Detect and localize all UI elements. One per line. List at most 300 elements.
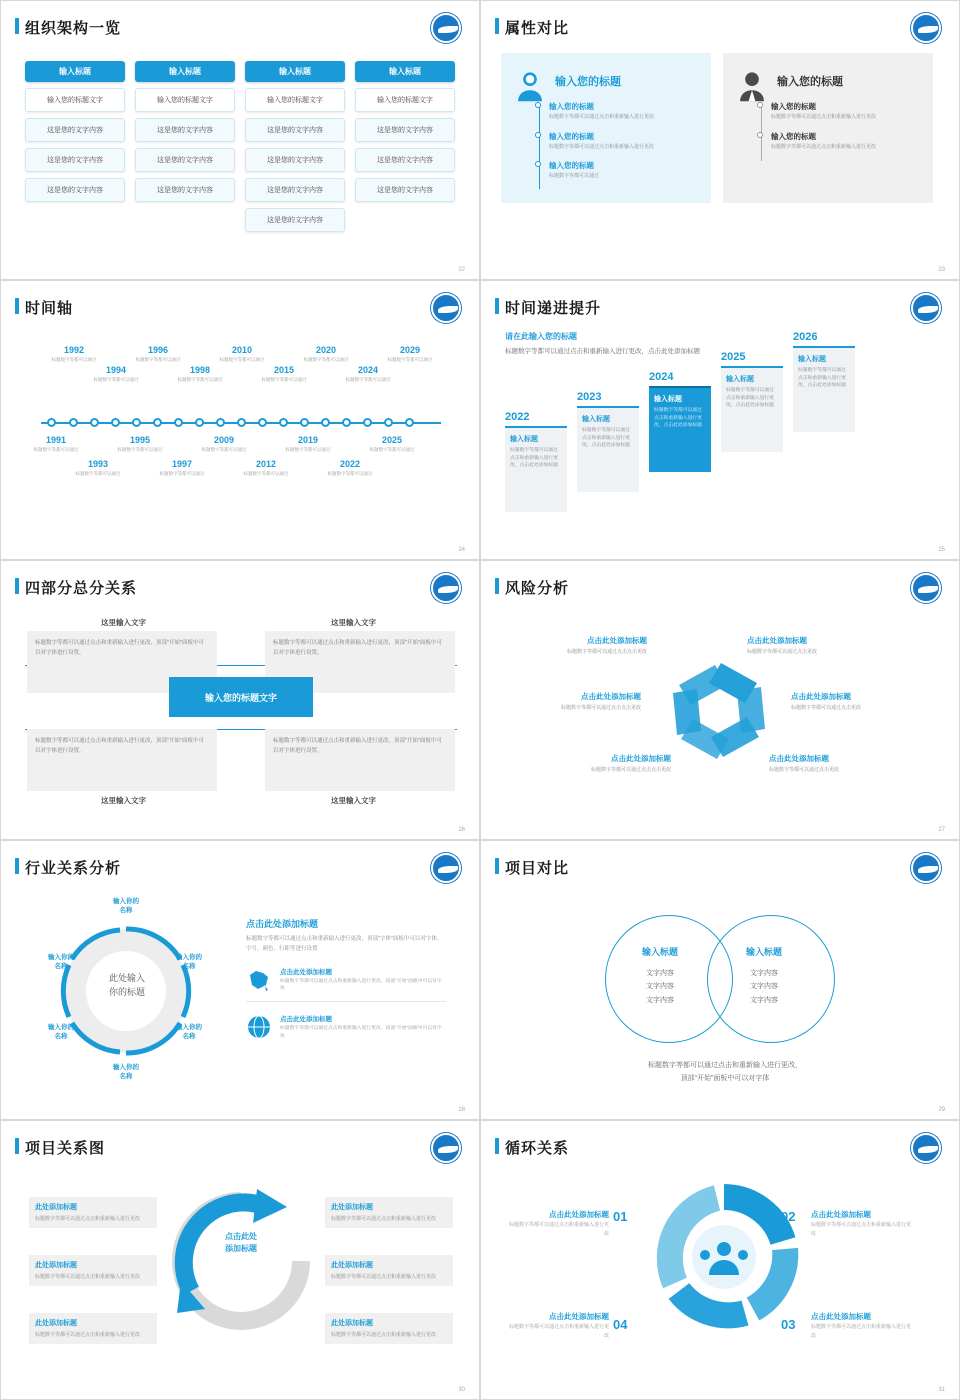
year-desc: 标题数字等都可以通过 [387, 357, 433, 362]
timeline [31, 337, 451, 517]
timeline-node[interactable] [153, 418, 162, 427]
step-title: 输入标题 [654, 396, 682, 403]
page-number: 31 [938, 1387, 945, 1393]
year-desc: 标题数字等都可以通过 [345, 377, 391, 382]
segment-number: 03 [781, 1317, 796, 1332]
slide-29[interactable] [480, 840, 960, 1120]
title-accent-bar [15, 298, 19, 314]
column-cell[interactable]: 这是您的文字内容 [25, 118, 125, 142]
venn-right-title: 输入标题 [745, 947, 782, 957]
column-cell[interactable]: 输入您的标题文字 [25, 88, 125, 112]
item-desc: 标题数字等都可以通过点击和重新输入进行更改 [549, 143, 655, 150]
relation-item[interactable] [325, 1313, 453, 1344]
relation-item[interactable] [325, 1197, 453, 1228]
year-label: 1993 [87, 459, 109, 469]
risk-label[interactable] [791, 691, 911, 713]
page-number: 22 [458, 267, 465, 273]
timeline-node[interactable] [363, 418, 372, 427]
column-header[interactable]: 输入标题 [245, 61, 345, 82]
step-box[interactable] [793, 346, 855, 432]
brand-logo-icon [911, 1133, 941, 1163]
footer-note: 标题数字等都可以通过点击和重新输入进行更改， 顶部“开始”面板中可以对字体 [648, 1062, 802, 1083]
year-label: 1991 [45, 435, 67, 445]
slide-23[interactable] [480, 0, 960, 280]
segment-title[interactable]: 点击此处添加标题 [811, 1312, 871, 1321]
title-accent-bar [15, 1138, 19, 1154]
timeline-node[interactable] [258, 418, 267, 427]
item-title: 此处添加标题 [35, 1320, 77, 1327]
column-cell[interactable]: 这是您的文字内容 [245, 118, 345, 142]
list-item[interactable] [549, 131, 654, 152]
segment-number: 04 [613, 1317, 628, 1332]
timeline-node[interactable] [342, 418, 351, 427]
year-label: 2022 [339, 459, 361, 469]
item-title: 输入您的标题 [549, 131, 594, 141]
hexagon-node[interactable]: 输入你的 名称 [48, 954, 74, 971]
column-header[interactable]: 输入标题 [25, 61, 125, 82]
step-box[interactable] [505, 426, 567, 512]
detail-row[interactable] [246, 967, 446, 1002]
step-desc: 标题数字等都可以通过点击和重新输入进行更改，点击此处添加标题 [654, 408, 702, 429]
step-desc: 标题数字等都可以通过点击和重新输入进行更改，点击此处添加标题 [510, 448, 558, 469]
column-cell[interactable]: 这是您的文字内容 [245, 178, 345, 202]
year-label: 2009 [213, 435, 235, 445]
step-title: 输入标题 [726, 376, 754, 383]
column-cell[interactable]: 这是您的文字内容 [245, 208, 345, 232]
column-cell[interactable]: 这是您的文字内容 [355, 148, 455, 172]
page-number: 28 [458, 1107, 465, 1113]
label-desc: 标题数字等都可以通过点击更改 [791, 705, 862, 711]
quadrant-text: 标题数字等都可以通过点击和重新输入进行更改，顶部"开始"面板中可以对字体进行设置。 [273, 640, 442, 656]
list-item[interactable] [771, 101, 876, 122]
page-title: 项目关系图 [25, 1140, 106, 1157]
timeline-label[interactable] [281, 435, 335, 454]
column-cell[interactable]: 这是您的文字内容 [355, 118, 455, 142]
timeline-node[interactable] [132, 418, 141, 427]
column-cell[interactable]: 输入您的标题文字 [245, 88, 345, 112]
year-desc: 标题数字等都可以通过 [303, 357, 349, 362]
slide-26[interactable] [0, 560, 480, 840]
brand-logo-icon [911, 853, 941, 883]
year-label: 2029 [399, 345, 421, 355]
year-label: 2015 [273, 365, 295, 375]
step-year: 2022 [505, 411, 530, 423]
bullet-dot-icon [535, 132, 541, 138]
year-desc: 标题数字等都可以通过 [219, 357, 265, 362]
timeline-node[interactable] [47, 418, 56, 427]
item-title: 输入您的标题 [771, 131, 816, 141]
item-box[interactable] [325, 1197, 453, 1228]
timeline-label[interactable] [173, 365, 227, 384]
brand-logo-icon [431, 853, 461, 883]
hexagon-node[interactable]: 输入你的 名称 [176, 954, 202, 971]
detail-row[interactable] [246, 1014, 446, 1048]
timeline-node[interactable] [195, 418, 204, 427]
brand-logo-icon [431, 1133, 461, 1163]
segment-number: 01 [613, 1209, 628, 1224]
panel-desc: 标题数字等都可以通过点击和重新输入进行更改，顶部"字体"面板中可以对字体、字号、颜色、行距等进行设置 [246, 936, 443, 952]
year-label: 2025 [381, 435, 403, 445]
year-desc: 标题数字等都可以通过 [75, 471, 121, 476]
relation-item[interactable] [325, 1255, 453, 1286]
brand-logo-icon [431, 293, 461, 323]
year-label: 1998 [189, 365, 211, 375]
hexagon-node[interactable]: 输入你的 名称 [113, 898, 139, 915]
timeline-node[interactable] [216, 418, 225, 427]
comparison-card-right[interactable] [723, 53, 933, 203]
quadrant-tab[interactable]: 这里输入文字 [331, 618, 376, 627]
step-year: 2023 [577, 391, 602, 403]
quadrant-text: 标题数字等都可以通过点击和重新输入进行更改，顶部"开始"面板中可以对字体进行设置。 [35, 640, 204, 656]
year-label: 1996 [147, 345, 169, 355]
year-desc: 标题数字等都可以通过 [135, 357, 181, 362]
label-desc: 标题数字等都可以通过点击点击更改 [590, 767, 671, 773]
quadrant-box[interactable] [27, 729, 217, 791]
year-desc: 标题数字等都可以通过 [327, 471, 373, 476]
title-accent-bar [15, 18, 19, 34]
segment-title[interactable]: 点击此处添加标题 [549, 1312, 609, 1321]
column-cell[interactable]: 这是您的文字内容 [355, 178, 455, 202]
step-card[interactable] [721, 351, 783, 452]
label-title: 点击此处添加标题 [747, 636, 807, 645]
item-box[interactable] [325, 1313, 453, 1344]
timeline-label[interactable] [215, 345, 269, 364]
globe-icon [246, 1014, 272, 1040]
item-title: 输入您的标题 [549, 161, 594, 170]
timeline-node[interactable] [279, 418, 288, 427]
title-accent-bar [495, 18, 499, 34]
item-box[interactable] [29, 1197, 157, 1228]
step-year: 2024 [649, 371, 674, 383]
segment-desc: 标题数字等都可以通过点击和重新输入进行更改 [811, 1222, 912, 1237]
item-box[interactable] [29, 1313, 157, 1344]
female-person-icon [513, 69, 547, 103]
item-desc: 标题数字等都可以通过点击和重新输入进行更改 [549, 114, 655, 120]
row-title: 点击此处添加标题 [280, 968, 332, 976]
year-desc: 标题数字等都可以通过 [117, 447, 163, 452]
title-accent-bar [495, 1138, 499, 1154]
column-cell[interactable]: 这是您的文字内容 [25, 178, 125, 202]
step-desc: 标题数字等都可以通过点击和重新输入进行更改，点击此处添加标题 [582, 428, 630, 449]
timeline-label[interactable] [239, 459, 293, 478]
item-title: 此处添加标题 [331, 1320, 373, 1327]
segment-desc: 标题数字等都可以通过点击和重新输入进行更改 [811, 1324, 912, 1339]
year-label: 2010 [231, 345, 253, 355]
column-cell[interactable]: 输入您的标题文字 [135, 88, 235, 112]
year-desc: 标题数字等都可以通过 [201, 447, 247, 452]
brand-logo-icon [911, 13, 941, 43]
year-desc: 标题数字等都可以通过 [33, 447, 79, 452]
year-label: 1997 [171, 459, 193, 469]
page-number: 25 [938, 547, 945, 553]
risk-label[interactable] [527, 635, 647, 657]
intro-title: 请在此输入您的标题 [505, 332, 577, 341]
quadrant-text: 标题数字等都可以通过点击和重新输入进行更改，顶部"开始"面板中可以对字体进行设置。 [273, 738, 442, 754]
item-title: 输入您的标题 [771, 102, 816, 111]
bullet-dot-icon [535, 102, 541, 108]
segment-desc: 标题数字等都可以通过点击和重新输入进行更改 [509, 1222, 610, 1237]
label-title: 点击此处添加标题 [611, 754, 671, 763]
card-items [549, 101, 654, 190]
circular-arrow-icon[interactable] [161, 1181, 321, 1341]
page-title: 循环关系 [505, 1140, 570, 1157]
hexagon-node[interactable]: 输入你的 名称 [176, 1024, 202, 1041]
quadrant-tab[interactable]: 这里输入文字 [331, 796, 376, 805]
list-item[interactable] [549, 101, 654, 122]
timeline-label[interactable] [113, 435, 167, 454]
comparison-wrapper [501, 53, 933, 203]
page-title: 风险分析 [505, 580, 570, 597]
row-desc: 标题数字等都可以通过点击和重新输入进行更改，顶部"开始"面板中可以对字体 [280, 978, 442, 992]
venn-right-lines: 文字内容 文字内容 文字内容 [750, 970, 778, 1004]
timeline-label[interactable] [257, 365, 311, 384]
year-label: 1994 [105, 365, 127, 375]
venn-left-lines: 文字内容 文字内容 文字内容 [646, 970, 674, 1004]
step-card[interactable] [793, 331, 855, 432]
comparison-card-left[interactable] [501, 53, 711, 203]
intro-block [505, 331, 705, 357]
step-box-highlighted[interactable] [649, 386, 711, 472]
item-title: 输入您的标题 [549, 102, 594, 111]
slide-31[interactable] [480, 1120, 960, 1400]
step-card[interactable] [649, 371, 711, 472]
year-label: 2020 [315, 345, 337, 355]
item-title: 此处添加标题 [331, 1262, 373, 1269]
step-card[interactable] [577, 391, 639, 492]
relation-item[interactable] [29, 1313, 157, 1344]
year-desc: 标题数字等都可以通过 [369, 447, 415, 452]
year-label: 2012 [255, 459, 277, 469]
timeline-label[interactable] [131, 345, 185, 364]
risk-label[interactable] [551, 753, 671, 775]
year-label: 2024 [357, 365, 379, 375]
quadrant-box[interactable] [265, 729, 455, 791]
risk-label[interactable] [747, 635, 867, 657]
timeline-node[interactable] [300, 418, 309, 427]
timeline-label[interactable] [89, 365, 143, 384]
page-number: 27 [938, 827, 945, 833]
label-desc: 标题数字等都可以通过点击更改 [769, 767, 840, 773]
relation-item[interactable] [29, 1197, 157, 1228]
item-desc: 标题数字等都可以通过点击和重新输入进行更改 [331, 1216, 437, 1222]
timeline-label[interactable] [47, 345, 101, 364]
timeline-label[interactable] [299, 345, 353, 364]
title-accent-bar [495, 858, 499, 874]
male-person-icon [735, 69, 769, 103]
step-box[interactable] [721, 366, 783, 452]
step-year: 2026 [793, 331, 818, 343]
item-box[interactable] [29, 1255, 157, 1286]
page-title: 时间递进提升 [505, 300, 602, 317]
segment-title[interactable]: 点击此处添加标题 [811, 1210, 871, 1219]
step-box[interactable] [577, 406, 639, 492]
org-column [135, 61, 235, 232]
center-label[interactable]: 输入您的标题文字 [169, 677, 313, 717]
quadrant-tab[interactable]: 这里输入文字 [101, 796, 146, 805]
timeline-label[interactable] [341, 365, 395, 384]
cycle-diagram-icon[interactable] [649, 1179, 799, 1339]
label-title: 点击此处添加标题 [581, 692, 641, 701]
column-cell[interactable]: 这是您的文字内容 [25, 148, 125, 172]
row-desc: 标题数字等都可以通过点击和重新输入进行更改，顶部"开始"面板中可以对字体 [280, 1026, 442, 1039]
timeline-node[interactable] [69, 418, 78, 427]
intro-desc: 标题数字等都可以通过点击和重新输入进行更改，点击此处添加标题 [505, 348, 700, 355]
item-desc: 标题数字等都可以通过点击和重新输入进行更改 [35, 1332, 141, 1338]
hexagon-center-label: 此处输入 你的标题 [108, 973, 145, 998]
year-desc: 标题数字等都可以通过 [93, 377, 139, 382]
page-number: 24 [458, 547, 465, 553]
brand-logo-icon [431, 13, 461, 43]
timeline-label[interactable] [365, 435, 419, 454]
quadrant-text: 标题数字等都可以通过点击和重新输入进行更改，顶部"开始"面板中可以对字体进行设置。 [35, 738, 204, 754]
item-title: 此处添加标题 [331, 1204, 373, 1211]
item-desc: 标题数字等都可以通过点击和重新输入进行更改 [35, 1216, 141, 1222]
org-columns [25, 61, 455, 232]
column-header[interactable]: 输入标题 [355, 61, 455, 82]
timeline-node[interactable] [237, 418, 246, 427]
risk-label[interactable] [521, 691, 641, 713]
org-column [355, 61, 455, 232]
timeline-label[interactable] [197, 435, 251, 454]
year-desc: 标题数字等都可以通过 [285, 447, 331, 452]
risk-label[interactable] [769, 753, 889, 775]
step-year: 2025 [721, 351, 746, 363]
list-item[interactable] [549, 160, 654, 181]
year-desc: 标题数字等都可以通过 [177, 377, 223, 382]
hexagon-node[interactable]: 输入你的 名称 [48, 1024, 74, 1041]
label-desc: 标题数字等都可以通过点击点击更改 [566, 649, 647, 655]
item-desc: 标题数字等都可以通过点击和重新输入进行更改 [331, 1274, 437, 1280]
column-header[interactable]: 输入标题 [135, 61, 235, 82]
year-desc: 标题数字等都可以通过 [261, 377, 307, 382]
page-title: 组织架构一览 [25, 20, 122, 37]
column-cell[interactable]: 输入您的标题文字 [355, 88, 455, 112]
page-title: 时间轴 [25, 300, 74, 317]
item-box[interactable] [325, 1255, 453, 1286]
column-cell[interactable]: 这是您的文字内容 [135, 148, 235, 172]
page-title: 行业关系分析 [25, 860, 122, 877]
page-title: 项目对比 [505, 860, 570, 877]
timeline-label[interactable] [383, 345, 437, 364]
org-column [245, 61, 345, 232]
brand-logo-icon [911, 293, 941, 323]
page-number: 30 [458, 1387, 465, 1393]
item-desc: 标题数字等都可以通过点击和重新输入进行更改 [771, 143, 877, 150]
year-label: 2019 [297, 435, 319, 445]
brand-logo-icon [911, 573, 941, 603]
item-desc: 标题数字等都可以通过 [549, 173, 600, 179]
step-title: 输入标题 [798, 356, 826, 363]
hexagon-diagram[interactable] [41, 898, 211, 1081]
step-title: 输入标题 [510, 436, 538, 443]
card-heading: 输入您的标题 [777, 76, 843, 88]
pinwheel-diagram-icon[interactable] [661, 649, 781, 769]
slide-28[interactable] [0, 840, 480, 1120]
page-number: 23 [938, 267, 945, 273]
timeline-label[interactable] [155, 459, 209, 478]
item-desc: 标题数字等都可以通过点击和重新输入进行更改 [771, 114, 877, 120]
list-item[interactable] [771, 131, 876, 152]
bullet-dot-icon [757, 102, 763, 108]
step-desc: 标题数字等都可以通过点击和重新输入进行更改，点击此处添加标题 [726, 388, 774, 409]
timeline-connector [539, 105, 540, 189]
item-title: 此处添加标题 [35, 1262, 77, 1269]
column-cell[interactable]: 这是您的文字内容 [245, 148, 345, 172]
title-accent-bar [15, 578, 19, 594]
timeline-node[interactable] [405, 418, 414, 427]
relation-item[interactable] [29, 1255, 157, 1286]
timeline-label[interactable] [71, 459, 125, 478]
label-title: 点击此处添加标题 [587, 636, 647, 645]
page-title: 属性对比 [505, 20, 570, 37]
item-desc: 标题数字等都可以通过点击和重新输入进行更改 [331, 1332, 437, 1338]
quadrant-tab[interactable]: 这里输入文字 [101, 618, 146, 627]
label-title: 点击此处添加标题 [769, 754, 829, 763]
item-title: 此处添加标题 [35, 1204, 77, 1211]
page-number: 26 [458, 827, 465, 833]
column-cell[interactable]: 这是您的文字内容 [135, 118, 235, 142]
timeline-label[interactable] [29, 435, 83, 454]
row-title: 点击此处添加标题 [280, 1016, 332, 1024]
year-desc: 标题数字等都可以通过 [51, 357, 97, 362]
slide-27[interactable] [480, 560, 960, 840]
venn-left-title: 输入标题 [641, 947, 678, 957]
page-title: 四部分总分关系 [25, 580, 138, 597]
timeline-node[interactable] [321, 418, 330, 427]
card-items [771, 101, 876, 160]
item-desc: 标题数字等都可以通过点击和重新输入进行更改 [35, 1274, 141, 1280]
segment-desc: 标题数字等都可以通过点击和重新输入进行更改 [509, 1324, 610, 1339]
slide-30[interactable] [0, 1120, 480, 1400]
center-label[interactable]: 点击此处 添加标题 [225, 1232, 257, 1253]
label-desc: 标题数字等都可以通过点击点击更改 [560, 705, 641, 711]
timeline-label[interactable] [323, 459, 377, 478]
step-desc: 标题数字等都可以通过点击和重新输入进行更改，点击此处添加标题 [798, 368, 846, 389]
timeline-node[interactable] [384, 418, 393, 427]
step-title: 输入标题 [582, 416, 610, 423]
title-accent-bar [495, 298, 499, 314]
timeline-node[interactable] [111, 418, 120, 427]
year-desc: 标题数字等都可以通过 [243, 471, 289, 476]
step-card[interactable] [505, 411, 567, 512]
year-label: 1995 [129, 435, 151, 445]
segment-number: 02 [781, 1209, 796, 1224]
slide-24[interactable] [0, 280, 480, 560]
bullet-dot-icon [757, 132, 763, 138]
slide-22[interactable] [0, 0, 480, 280]
year-label: 1992 [63, 345, 85, 355]
label-title: 点击此处添加标题 [791, 692, 851, 701]
year-desc: 标题数字等都可以通过 [159, 471, 205, 476]
title-accent-bar [15, 858, 19, 874]
card-heading: 输入您的标题 [555, 76, 621, 88]
detail-panel [246, 917, 446, 1048]
label-desc: 标题数字等都可以通过点击更改 [747, 649, 818, 655]
timeline-node[interactable] [90, 418, 99, 427]
slide-25[interactable] [480, 280, 960, 560]
title-accent-bar [495, 578, 499, 594]
panel-title: 点击此处添加标题 [246, 919, 319, 929]
column-cell[interactable]: 这是您的文字内容 [135, 178, 235, 202]
org-column [25, 61, 125, 232]
hexagon-node[interactable]: 输入你的 名称 [113, 1064, 139, 1081]
timeline-node[interactable] [174, 418, 183, 427]
china-map-icon [246, 967, 272, 993]
page-number: 29 [938, 1107, 945, 1113]
segment-title[interactable]: 点击此处添加标题 [549, 1210, 609, 1219]
bullet-dot-icon [535, 161, 541, 167]
brand-logo-icon [431, 573, 461, 603]
